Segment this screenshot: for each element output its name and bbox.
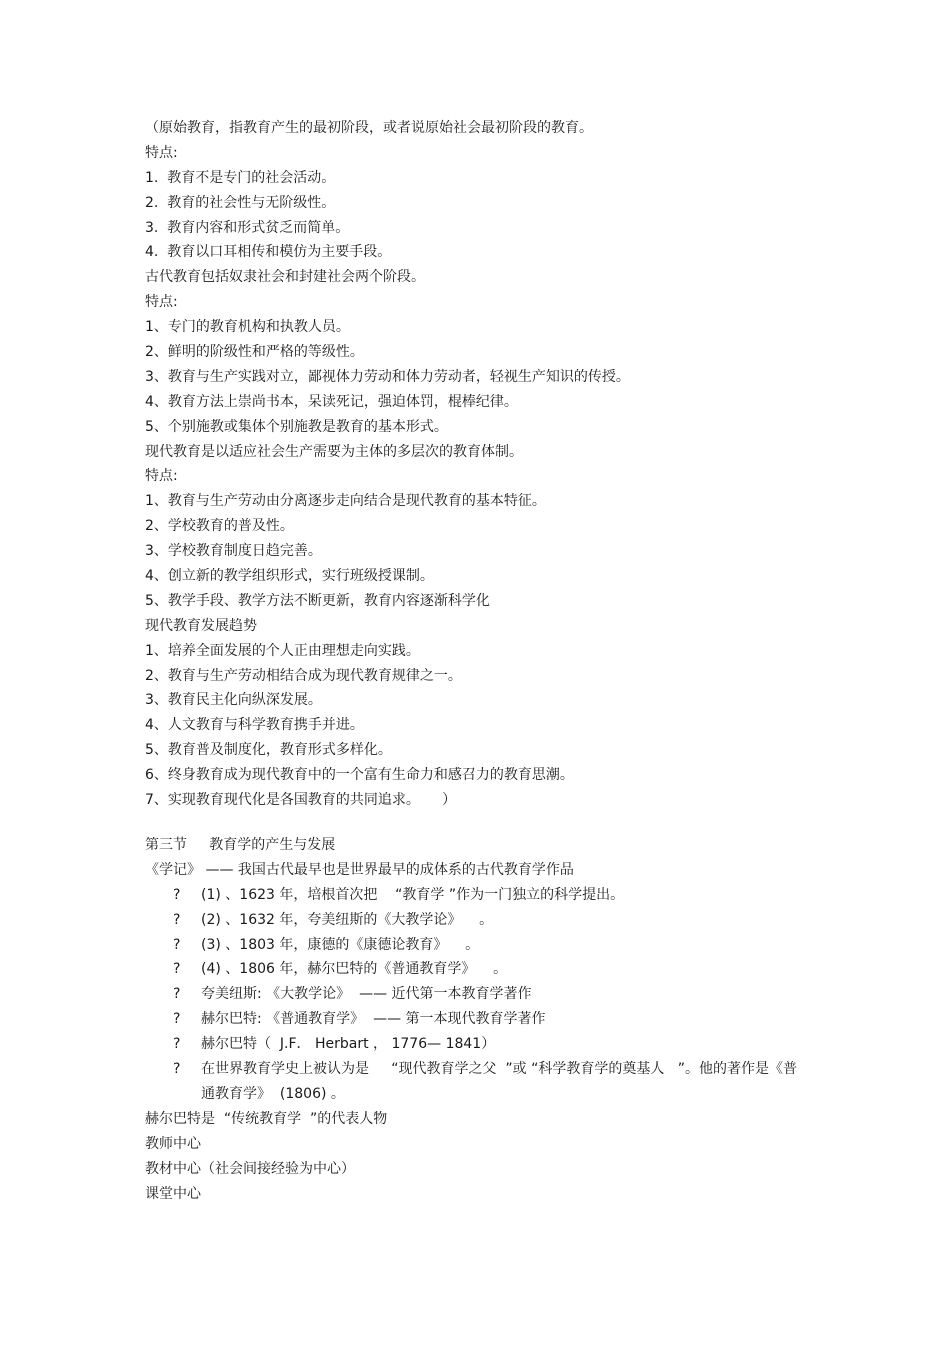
text-line: 7、实现教育现代化是各国教育的共同追求。 ） — [145, 792, 457, 809]
bullet-text: 在世界教育学史上被认为是 “现代教育学之父 ”或 “科学教育学的奠基人 ”。他的著作是《普通教育学》 (1806) 。 — [201, 1061, 797, 1102]
text-line: 4、教育方法上崇尚书本，呆读死记，强迫体罚，棍棒纪律。 — [145, 393, 518, 410]
bullet-text: (4) 、1806 年，赫尔巴特的《普通教育学》 。 — [201, 961, 508, 978]
bullet-mark: ? — [173, 936, 181, 953]
text-line: 古代教育包括奴隶社会和封建社会两个阶段。 — [145, 269, 425, 286]
bullet-text: (3) 、1803 年，康德的《康德论教育》 。 — [201, 936, 480, 953]
text-line: 特点: — [145, 294, 178, 311]
bullet-text: 夸美纽斯: 《大教学论》 —— 近代第一本教育学著作 — [201, 986, 532, 1003]
education-stages-section — [145, 116, 825, 813]
bullet-mark: ? — [173, 911, 181, 928]
text-line: 现代教育发展趋势 — [145, 617, 257, 634]
text-line: 5、教学手段、教学方法不断更新，教育内容逐渐科学化 — [145, 592, 490, 609]
document-content — [145, 116, 825, 1206]
bullet-item — [145, 1057, 825, 1107]
bullet-mark: ? — [173, 961, 181, 978]
bullet-text: (2) 、1632 年，夸美纽斯的《大教学论》 。 — [201, 911, 494, 928]
herbart-section — [145, 1107, 825, 1207]
text-line: 课堂中心 — [145, 1185, 201, 1202]
bullet-text: 赫尔巴特: 《普通教育学》 —— 第一本现代教育学著作 — [201, 1011, 546, 1028]
text-line: 4、创立新的教学组织形式，实行班级授课制。 — [145, 568, 434, 585]
text-line: 4、人文教育与科学教育携手并进。 — [145, 717, 364, 734]
bullet-item — [145, 957, 825, 982]
bullet-mark: ? — [173, 1011, 181, 1028]
bullet-item — [145, 933, 825, 958]
text-line: 3、教育与生产实践对立，鄙视体力劳动和体力劳动者，轻视生产知识的传授。 — [145, 368, 630, 385]
text-line: 教师中心 — [145, 1135, 201, 1152]
text-line: 3、教育民主化向纵深发展。 — [145, 692, 322, 709]
text-line: 特点: — [145, 468, 178, 485]
section-heading: 第三节 教育学的产生与发展 — [145, 836, 336, 853]
text-line: 4. 教育以口耳相传和模仿为主要手段。 — [145, 244, 392, 261]
text-line: 现代教育是以适应社会生产需要为主体的多层次的教育体制。 — [145, 443, 523, 460]
text-line: 1. 教育不是专门的社会活动。 — [145, 169, 336, 186]
text-line: 5、个别施教或集体个别施教是教育的基本形式。 — [145, 418, 448, 435]
text-line: 1、教育与生产劳动由分离逐步走向结合是现代教育的基本特征。 — [145, 493, 546, 510]
text-line: （原始教育，指教育产生的最初阶段，或者说原始社会最初阶段的教育。 — [145, 120, 593, 136]
bullet-item — [145, 1007, 825, 1032]
section-gap — [145, 813, 825, 833]
text-line: 5、教育普及制度化，教育形式多样化。 — [145, 742, 392, 759]
bullet-item — [145, 908, 825, 933]
text-line: 2、教育与生产劳动相结合成为现代教育规律之一。 — [145, 667, 462, 684]
text-line: 2、学校教育的普及性。 — [145, 518, 294, 535]
text-line: 1、培养全面发展的个人正由理想走向实践。 — [145, 642, 420, 659]
text-line: 教材中心（社会间接经验为中心） — [145, 1160, 355, 1177]
xueji-line: 《学记》 —— 我国古代最早也是世界最早的成体系的古代教育学作品 — [145, 861, 574, 878]
text-line: 特点: — [145, 144, 178, 161]
text-line: 赫尔巴特是 “传统教育学 ”的代表人物 — [145, 1110, 388, 1127]
text-line: 3. 教育内容和形式贫乏而简单。 — [145, 219, 350, 236]
text-line: 3、学校教育制度日趋完善。 — [145, 543, 322, 560]
bullet-text: 赫尔巴特（ J.F． Herbart ， 1776— 1841） — [201, 1036, 496, 1053]
bullet-item — [145, 883, 825, 908]
bullet-mark: ? — [173, 1061, 181, 1078]
bullet-text: (1) 、1623 年，培根首次把 “教育学 ”作为一门独立的科学提出。 — [201, 886, 625, 903]
bullet-mark: ? — [173, 886, 181, 903]
text-line: 2、鲜明的阶级性和严格的等级性。 — [145, 344, 364, 361]
text-line: 1、专门的教育机构和执教人员。 — [145, 319, 350, 336]
text-line: 2. 教育的社会性与无阶级性。 — [145, 194, 336, 211]
history-bullet-list — [145, 883, 825, 1107]
bullet-item — [145, 982, 825, 1007]
bullet-mark: ? — [173, 986, 181, 1003]
bullet-item — [145, 1032, 825, 1057]
text-line: 6、终身教育成为现代教育中的一个富有生命力和感召力的教育思潮。 — [145, 767, 574, 784]
bullet-mark: ? — [173, 1036, 181, 1053]
